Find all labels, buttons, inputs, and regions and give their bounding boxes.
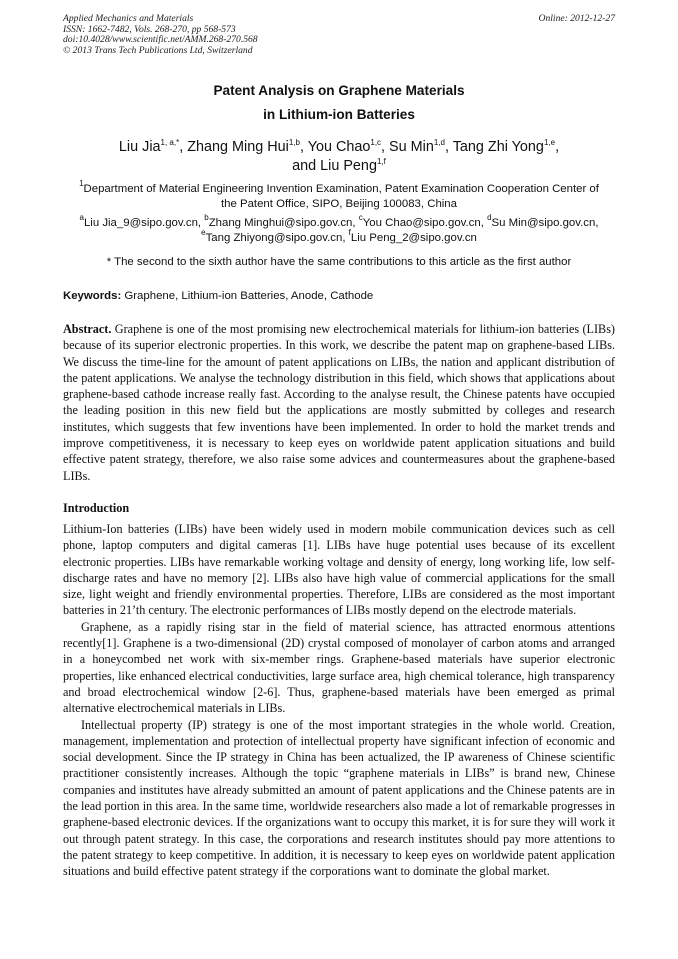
copyright-line: © 2013 Trans Tech Publications Ltd, Switzerland: [63, 44, 253, 56]
paper-title-line-1: Patent Analysis on Graphene Materials: [213, 83, 465, 98]
contribution-note: * The second to the sixth author have the same contributions to this article as the first author: [106, 256, 572, 268]
journal-name: Applied Mechanics and Materials: [63, 13, 194, 24]
keywords-label: Keywords:: [63, 290, 122, 302]
abstract-label: Abstract.: [63, 322, 112, 336]
affiliation: $^1$Department of Material Engineering Invention Examination, Patent Examination Cooperation Center of the Patent Office, SIPO, Beijing 100083, China: [79, 179, 599, 210]
keywords: [63, 289, 615, 304]
section-heading: Introduction: [63, 501, 130, 515]
author: Liu Jia$^{1, a,*}$,: [118, 138, 188, 155]
paragraph: Intellectual property (IP) strategy is one of the most important strategies in the whole world. Creation, management, implementation and protection of intellectual property have significant infection of economic and social development. Since the IP strategy in China has been actualized, the IP awareness of Chinese scientific practitioner consistently increases. Although the topic “graphene materials in LIBs” is brand new, Chinese companies and institutes have already submitted an amount of patent applications and the Chinese patents are in the lead portion in this area. In the same time, worldwide researchers also made a lot of remarkable progresses in graphene-based electronic devices. If the organizations want to occupy this market, it is for sure they will work it out through patent strategy. In this case, the corporations and research institutes should pay more attentions to the patent strategy to keep competitive. In addition, it is necessary to keep eyes on worldwide patent application situations and build effective patent strategy if the corporations want to dominate the global market.: [63, 717, 615, 879]
email: $^f$Liu Peng_2@sipo.gov.cn: [348, 228, 477, 244]
email-list: [78, 213, 600, 246]
email: $^d$Su Min@sipo.gov.cn,: [487, 213, 599, 229]
paper-title-line-2: in Lithium-ion Batteries: [263, 107, 415, 122]
journal-header: [63, 14, 615, 56]
introduction-body: [63, 521, 615, 880]
issn-line: ISSN: 1662-7482, Vols. 268-270, pp 568-573: [63, 23, 236, 35]
doi-line: doi:10.4028/www.scientific.net/AMM.268-270.568: [63, 34, 258, 46]
author: Su Min$^{1,d}$,: [389, 138, 453, 155]
abstract-text: Graphene is one of the most promising new electrochemical materials for lithium-ion batteries (LIBs) because of its superior electronic properties. In this work, we describe the patent map on graphene-based LIBs. We discuss the time-line for the amount of patent applications on LIBs, the nation and applicant distribution of the patent applications. We analyse the technology distribution in this field, which shows that applications about graphene-based cathode increase really fast. According to the analyse result, the Chinese patents have occupied the leading position in this new field but the applications are mostly submitted by colleges and research institutes, which suggests that few inventions have been implemented. In order to hold the market trends and improve competitiveness, it is necessary to keep eyes on worldwide patent application situations and build effective patent strategy, therefore, we also raise some advices and countermeasures about the graphene-based LIBs.: [63, 322, 615, 483]
paragraph: Graphene, as a rapidly rising star in the field of material science, has attracted enormous attentions recently[1]. Graphene is a two-dimensional (2D) crystal composed of monolayer of carbon atoms and arranged in a honeycombed net work with six-member rings. Graphene-based materials have superior electronic properties, like enhanced electrical conductivities, large surface area, high chemical tolerance, high transparency and broad electrochemical window [2-6]. Thus, graphene-based materials have been emerged as primal alternative electrochemical materials in LIBs.: [63, 619, 615, 716]
author: and Liu Peng$^{1,f}$: [292, 157, 386, 174]
email: $^c$You Chao@sipo.gov.cn,: [358, 213, 488, 229]
email: $^a$Liu Jia_9@sipo.gov.cn,: [79, 213, 205, 229]
online-date: Online: 2012-12-27: [538, 13, 615, 24]
paragraph: Lithium-Ion batteries (LIBs) have been widely used in modern mobile communication devices such as cell phone, laptop computers and digital cameras [1]. LIBs have huge potential uses because of its excellent electronic properties. LIBs have remarkable working voltage and density of energy, long working life, low self-discharge rates and have no memory [2]. LIBs also have high value of commercial applications for the small size, light weight and friendly environmental properties. Therefore, LIBs are considered as the most important batteries in 21’th century. The electronic performances of LIBs mostly depend on the electrode materials.: [63, 522, 615, 618]
abstract: [63, 321, 615, 484]
author: Tang Zhi Yong$^{1,e}$,: [452, 138, 560, 155]
email: $^e$Tang Zhiyong@sipo.gov.cn,: [201, 228, 349, 244]
email: $^b$Zhang Minghui@sipo.gov.cn,: [204, 213, 359, 229]
author: Zhang Ming Hui$^{1,b}$,: [187, 138, 308, 155]
keywords-text: Graphene, Lithium-ion Batteries, Anode, Cathode: [124, 290, 374, 302]
author: You Chao$^{1,c}$,: [307, 138, 390, 155]
author-list: [75, 138, 603, 176]
